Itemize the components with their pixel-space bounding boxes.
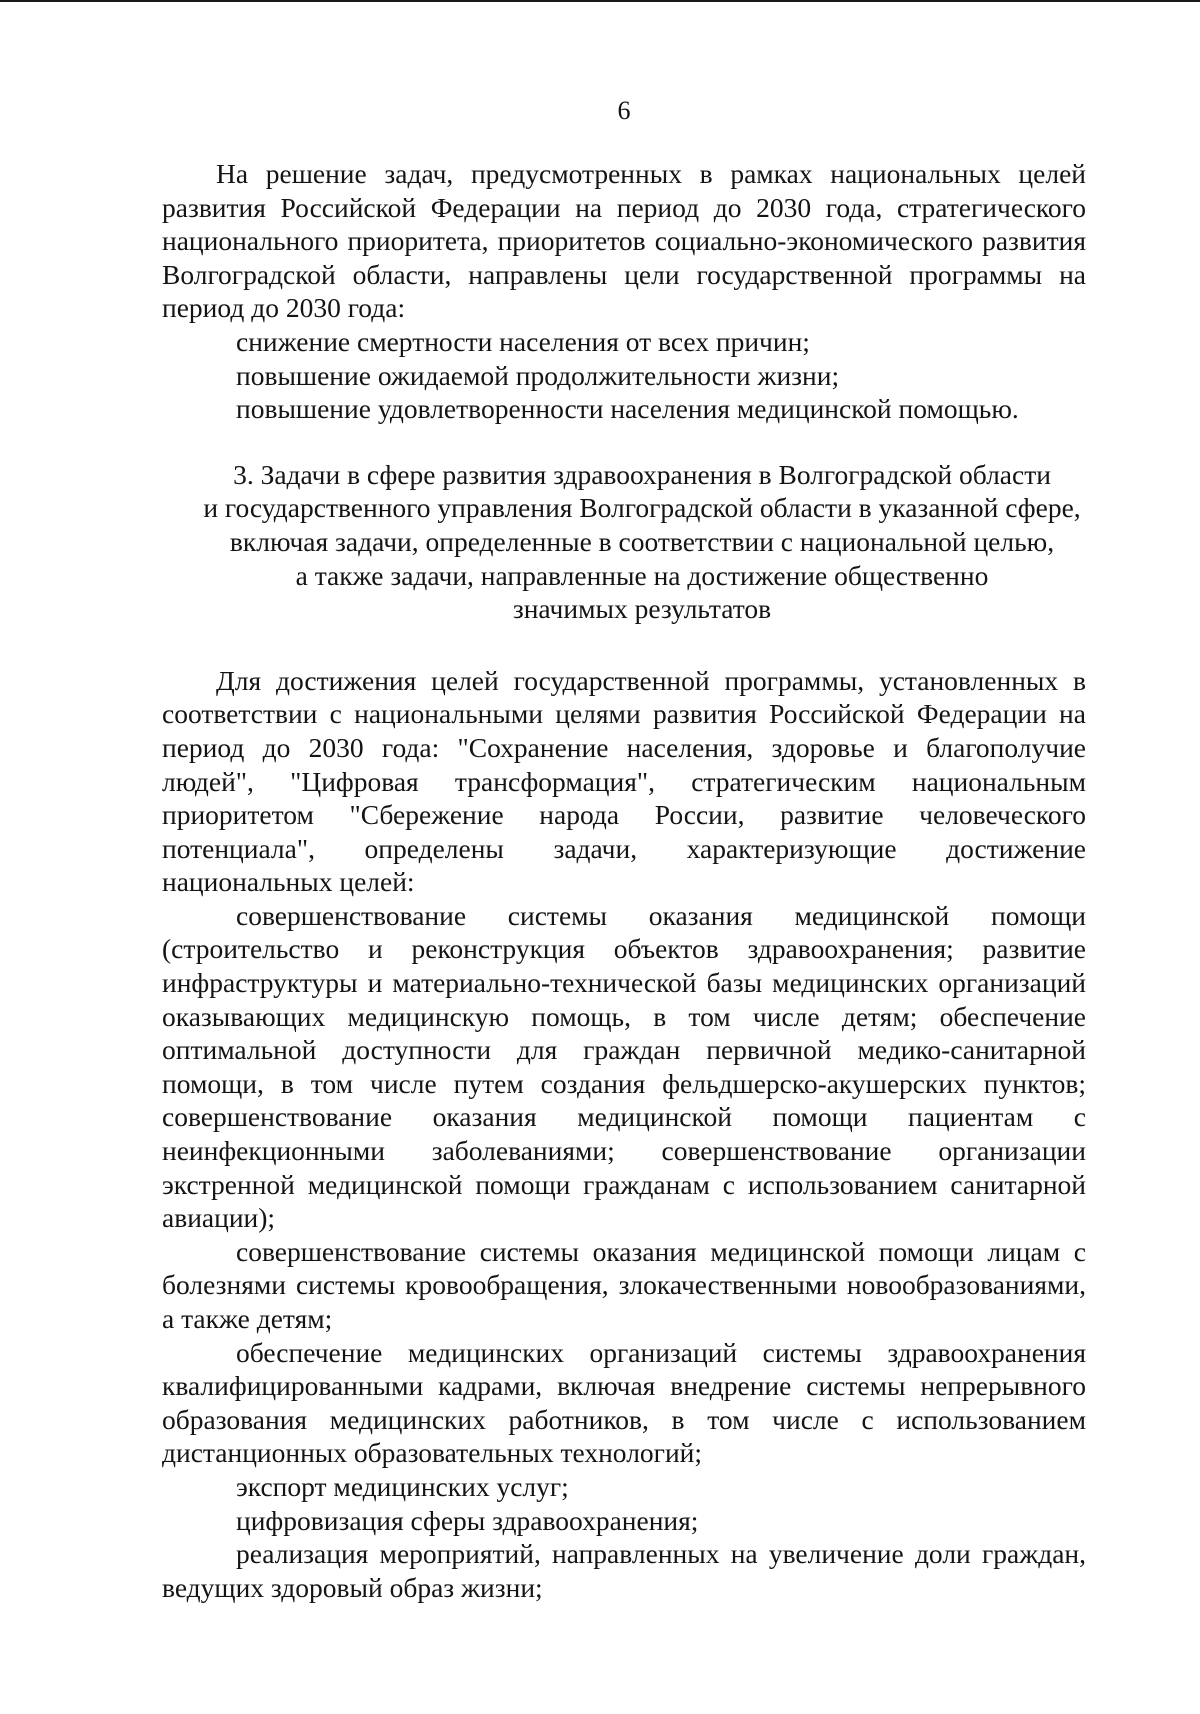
task-item: совершенствование системы оказания медицинской помощи (строительство и реконструкция объектов здравоохранения; развитие инфраструктуры и материально-технической базы медицинских организаций оказывающих медицинскую помощь, в том числе детям; обеспечение оптимальной доступности для граждан первичной медико-санитарной помощи, в том числе путем создания фельдшерско-акушерских пунктов; совершенствование оказания медицинской помощи пациентам с неинфекционными заболеваниями; совершенствование организации экстренной медицинской помощи гражданам с использованием санитарной авиации); [162,899,1086,1234]
tasks-intro-paragraph: Для достижения целей государственной программы, установленных в соответствии с национальными целями развития Российской Федерации на период до 2030 года: "Сохранение населения, здоровье и благополучие людей", "Цифровая трансформация", стратегическим национальным приоритетом "Сбережение народа России, развитие человеческого потенциала", определены задачи, характеризующие достижение национальных целей: [162,664,1086,898]
task-item: обеспечение медицинских организаций системы здравоохранения квалифицированными кадрами, включая внедрение системы непрерывного образования медицинских работников, в том числе с использованием дистанционных образовательных технологий; [162,1336,1086,1469]
section-heading-line: а также задачи, направленные на достижение общественно [295,559,989,591]
task-item: цифровизация сферы здравоохранения; [236,1504,699,1536]
section-heading-line: значимых результатов [512,593,772,625]
section-heading-line: включая задачи, определенные в соответствии с национальной целью, [229,525,1055,557]
task-item: реализация мероприятий, направленных на увеличение доли граждан, ведущих здоровый образ жизни; [162,1538,1086,1603]
goal-item: повышение удовлетворенности населения медицинской помощью. [236,393,1019,425]
section-heading [162,458,1086,626]
goal-item: повышение ожидаемой продолжительности жизни; [236,359,840,391]
document-body [162,157,1086,1604]
intro-paragraph: На решение задач, предусмотренных в рамках национальных целей развития Российской Федерации на период до 2030 года, стратегического национального приоритета, приоритетов социально-экономического развития Волгоградской области, направлены цели государственной программы на период до 2030 года: [162,158,1086,324]
page-number: 6 [617,96,631,125]
section-heading-line: и государственного управления Волгоградской области в указанной сфере, [203,492,1081,524]
section-heading-line: 3. Задачи в сфере развития здравоохранения в Волгоградской области [233,458,1051,490]
tasks-list [162,899,1086,1604]
task-item: совершенствование системы оказания медицинской помощи лицам с болезнями системы кровообращения, злокачественными новообразованиями, а также детям; [162,1235,1086,1334]
goal-item: снижение смертности населения от всех причин; [236,325,810,357]
goals-list [162,325,1086,426]
task-item: экспорт медицинских услуг; [236,1470,569,1502]
